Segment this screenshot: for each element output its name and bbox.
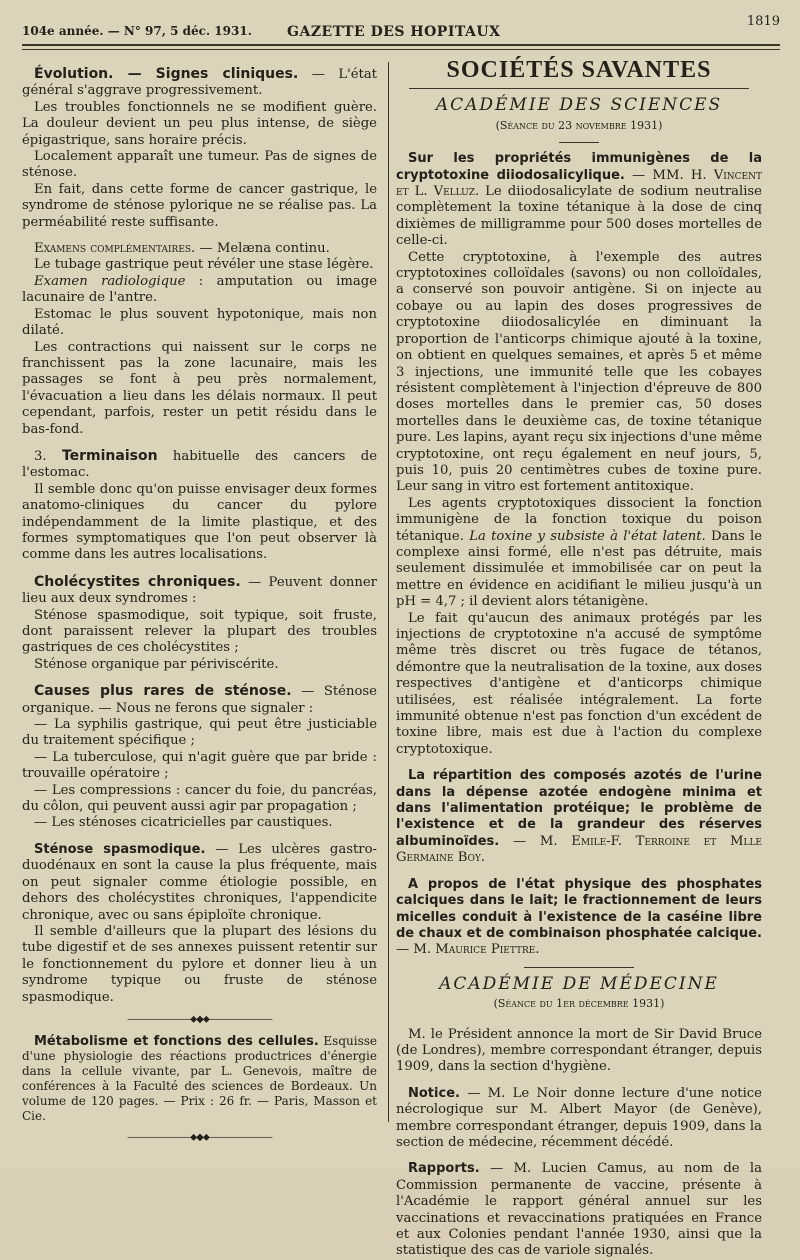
article-title: Notice.	[408, 1085, 460, 1101]
paragraph: Les contractions qui naissent sur le corps ne franchissent pas la zone lacunaire, mais les passages se font à peu près normalement, l'évacuation a lieu dans les délais normaux. Il peut cependant, parfois, rester un petit résidu dans le bas-fond.	[22, 339, 377, 437]
paragraph: Le tubage gastrique peut révéler une stase légère.	[34, 257, 374, 273]
page-number: 1819	[746, 14, 780, 29]
academy-heading: ACADÉMIE DE MÉDECINE	[439, 973, 719, 994]
paragraph: Causes plus rares de sténose. — Sténose organique. — Nous ne ferons que signaler :	[22, 683, 377, 716]
paragraph: 3. Terminaison habituelle des cancers de l'estomac.	[22, 447, 377, 481]
column-divider	[388, 62, 389, 1122]
paragraph: Il semble donc qu'on puisse envisager deux formes anatomo-cliniques du cancer du pylore indépendamment de la limite plastique, et des formes symptomatiques que l'on peut observer là comme dans les autres localisations.	[22, 481, 377, 563]
academy-heading: ACADÉMIE DES SCIENCES	[435, 95, 723, 116]
issue-info: 104e année. — N° 97, 5 déc. 1931.	[22, 24, 252, 38]
section-heading: Cholécystites chroniques.	[34, 573, 241, 590]
paragraph: Les troubles fonctionnels ne se modifient guère. La douleur devient un peu plus intense, de siège épigastrique, sans horaire précis.	[22, 99, 377, 148]
list-item: — La syphilis gastrique, qui peut être justiciable du traitement spécifique ;	[22, 717, 377, 749]
paragraph: M. le Président annonce la mort de Sir David Bruce (de Londres), membre correspondant étranger, depuis 1909, dans la section d'hygiène.	[396, 1026, 762, 1075]
article-title: Rapports.	[408, 1161, 480, 1177]
section-heading: Causes plus rares de sténose.	[34, 683, 292, 700]
ornament-divider: ———————⬥◆⬥———————	[127, 1013, 272, 1025]
paragraph: Cholécystites chroniques. — Peuvent donner lieu aux deux syndromes :	[22, 573, 377, 607]
article-title: A propos de l'état physique des phosphates calciques dans le lait; le fractionnement de leurs micelles conduit à l'existence de la caséine libre de chaux et de combinaison phosphatée calcique.	[396, 876, 762, 941]
paragraph: Sténose spasmodique, soit typique, soit fruste, dont paraissent relever la plupart des troubles gastriques de ces cholécystites ;	[22, 607, 377, 656]
book-title: Métabolisme et fonctions des cellules.	[34, 1034, 319, 1050]
list-item: — La tuberculose, qui n'agit guère que par bride : trouvaille opératoire ;	[22, 749, 377, 782]
paragraph: Sténose spasmodique. — Les ulcères gastro-duodénaux en sont la cause la plus fréquente, mais on peut signaler comme étiologie possible, en dehors des cholécystites chroniques, l'appendicite chronique, avec ou sans épiploïte chronique.	[22, 841, 377, 923]
paragraph: Examen radiologique : amputation ou image lacunaire de l'antre.	[22, 273, 377, 306]
paragraph: Sténose organique par périviscérite.	[34, 656, 279, 672]
paragraph: Cette cryptotoxine, à l'exemple des autres cryptotoxines colloïdales (savons) ou non colloïdales, a conservé son pouvoir antigène. Si on injecte au cobaye ou au lapin des doses progressives de cryptotoxine diiodosalicylée en diminuant la proportion de l'anticorps chimique ajouté à la toxine, on obtient en quelques semaines, et après 5 et même 3 injections, une immunité telle que les cobayes résistent complètement à l'injection d'épreuve de 800 doses mortelles dans le premier cas, 50 doses mortelles dans le deuxième cas, de toxine tétanique pure. Les lapins, ayant reçu six injections d'une même cryptotoxine, ont reçu également en neuf jours, 5, puis 10, puis 20 centimètres cubes de toxine pure. Leur sang in vitro est fortement antitoxique.	[396, 249, 762, 495]
paragraph: Localement apparaît une tumeur. Pas de signes de sténose.	[22, 149, 377, 181]
divider	[559, 142, 599, 143]
article-title: Sur les propriétés immunigènes de la cryptotoxine diiodosalicylique.	[396, 151, 762, 183]
session-date: (Séance du 1er décembre 1931)	[493, 997, 665, 1011]
journal-title: GAZETTE DES HOPITAUX	[287, 24, 501, 40]
header-rule-thin	[22, 49, 780, 50]
article-title: La répartition des composés azotés de l'urine dans la dépense azotée endogène minima et dans l'alimentation protéique; le problème de l'existence et de la grandeur des réserves albuminoïdes.	[396, 768, 762, 849]
divider	[409, 88, 749, 89]
paragraph: Estomac le plus souvent hypotonique, mais non dilaté.	[22, 306, 377, 339]
paragraph: Notice. — M. Le Noir donne lecture d'une notice nécrologique sur M. Albert Mayor (de Genève), membre correspondant étranger, depuis 1909, dans la section de médecine, récemment décédé.	[396, 1085, 762, 1150]
paragraph: Évolution. — Signes cliniques. — L'état général s'aggrave progressivement.	[22, 66, 377, 99]
section-title: SOCIÉTÉS SAVANTES	[446, 57, 712, 83]
paragraph: La répartition des composés azotés de l'urine dans la dépense azotée endogène minima et dans l'alimentation protéique; le problème de l'existence et de la grandeur des réserves albuminoïdes. — M. Emile-F. Terroine et Mlle Germaine Boy.	[396, 768, 762, 866]
paragraph: En fait, dans cette forme de cancer gastrique, le syndrome de sténose pylorique ne se réalise pas. La perméabilité reste suffisante.	[22, 181, 377, 230]
ornament-divider: ———————⬥◆⬥———————	[127, 1132, 272, 1144]
session-date: (Séance du 23 novembre 1931)	[495, 118, 663, 132]
header-rule	[22, 44, 780, 46]
section-heading: Évolution. — Signes cliniques.	[34, 66, 299, 82]
page-header	[22, 14, 780, 40]
divider	[524, 967, 634, 968]
paragraph: Il semble d'ailleurs que la plupart des lésions du tube digestif et de ses annexes puissent retentir sur le fonctionnement du pylore et donner lieu à un syndrome typique ou fruste de sténose spasmodique.	[22, 923, 377, 1005]
book-notice: Métabolisme et fonctions des cellules. Esquisse d'une physiologie des réactions productrices d'énergie dans la cellule vivante, par L. Genevois, maître de conférences à la Faculté des sciences de Bordeaux. Un volume de 120 pages. — Prix : 26 fr. — Paris, Masson et Cie.	[22, 1034, 377, 1124]
paragraph: A propos de l'état physique des phosphates calciques dans le lait; le fractionnement de leurs micelles conduit à l'existence de la caséine libre de chaux et de combinaison phosphatée calcique. — M. Maurice Piettre.	[396, 876, 762, 958]
paragraph: Les agents cryptotoxiques dissocient la fonction immunigène de la fonction toxique du poison tétanique. La toxine y subsiste à l'état latent. Dans le complexe ainsi formé, elle n'est pas détruite, mais seulement dissimulée et immobilisée car on peut la mettre en évidence en acidifiant le milieu jusqu'à un pH = 4,7 ; il devient alors tétanigène.	[396, 495, 762, 610]
left-column	[22, 66, 377, 1153]
paragraph: Rapports. — M. Lucien Camus, au nom de la Commission permanente de vaccine, présente à l'Académie le rapport général annuel sur les vaccinations et revaccinations pratiquées en France et aux Colonies pendant l'année 1930, ainsi que la statistique des cas de variole signalés.	[396, 1161, 762, 1259]
section-heading: Sténose spasmodique.	[34, 841, 206, 857]
section-heading: Terminaison	[61, 447, 158, 464]
list-item: — Les compressions : cancer du foie, du pancréas, du côlon, qui peuvent aussi agir par propagation ;	[22, 782, 377, 815]
right-column	[396, 57, 763, 1260]
list-item: — Les sténoses cicatricielles par caustiques.	[34, 815, 333, 831]
paragraph: Sur les propriétés immunigènes de la cryptotoxine diiodosalicylique. — MM. H. Vincent et L. Velluz. Le diiodosalicylate de sodium neutralise complètement la toxine tétanique à la dose de cinq dixièmes de milligramme pour 500 doses mortelles de celle-ci.	[396, 151, 763, 249]
section-heading: Examens complémentaires.	[34, 241, 196, 257]
paragraph: Le fait qu'aucun des animaux protégés par les injections de cryptotoxine n'a accusé de symptôme même très discret ou très fugace de tétanos, démontre que la neutralisation de la toxine, aux doses respectives d'antigène et d'anticorps chimique utilisées, est réalisée intégralement. La forte immunité obtenue n'est pas fonction d'un excédent de toxine libre, mais est due à l'action du complexe cryptotoxique.	[396, 610, 762, 757]
paragraph: Examens complémentaires. — Melæna continu.	[34, 241, 330, 257]
